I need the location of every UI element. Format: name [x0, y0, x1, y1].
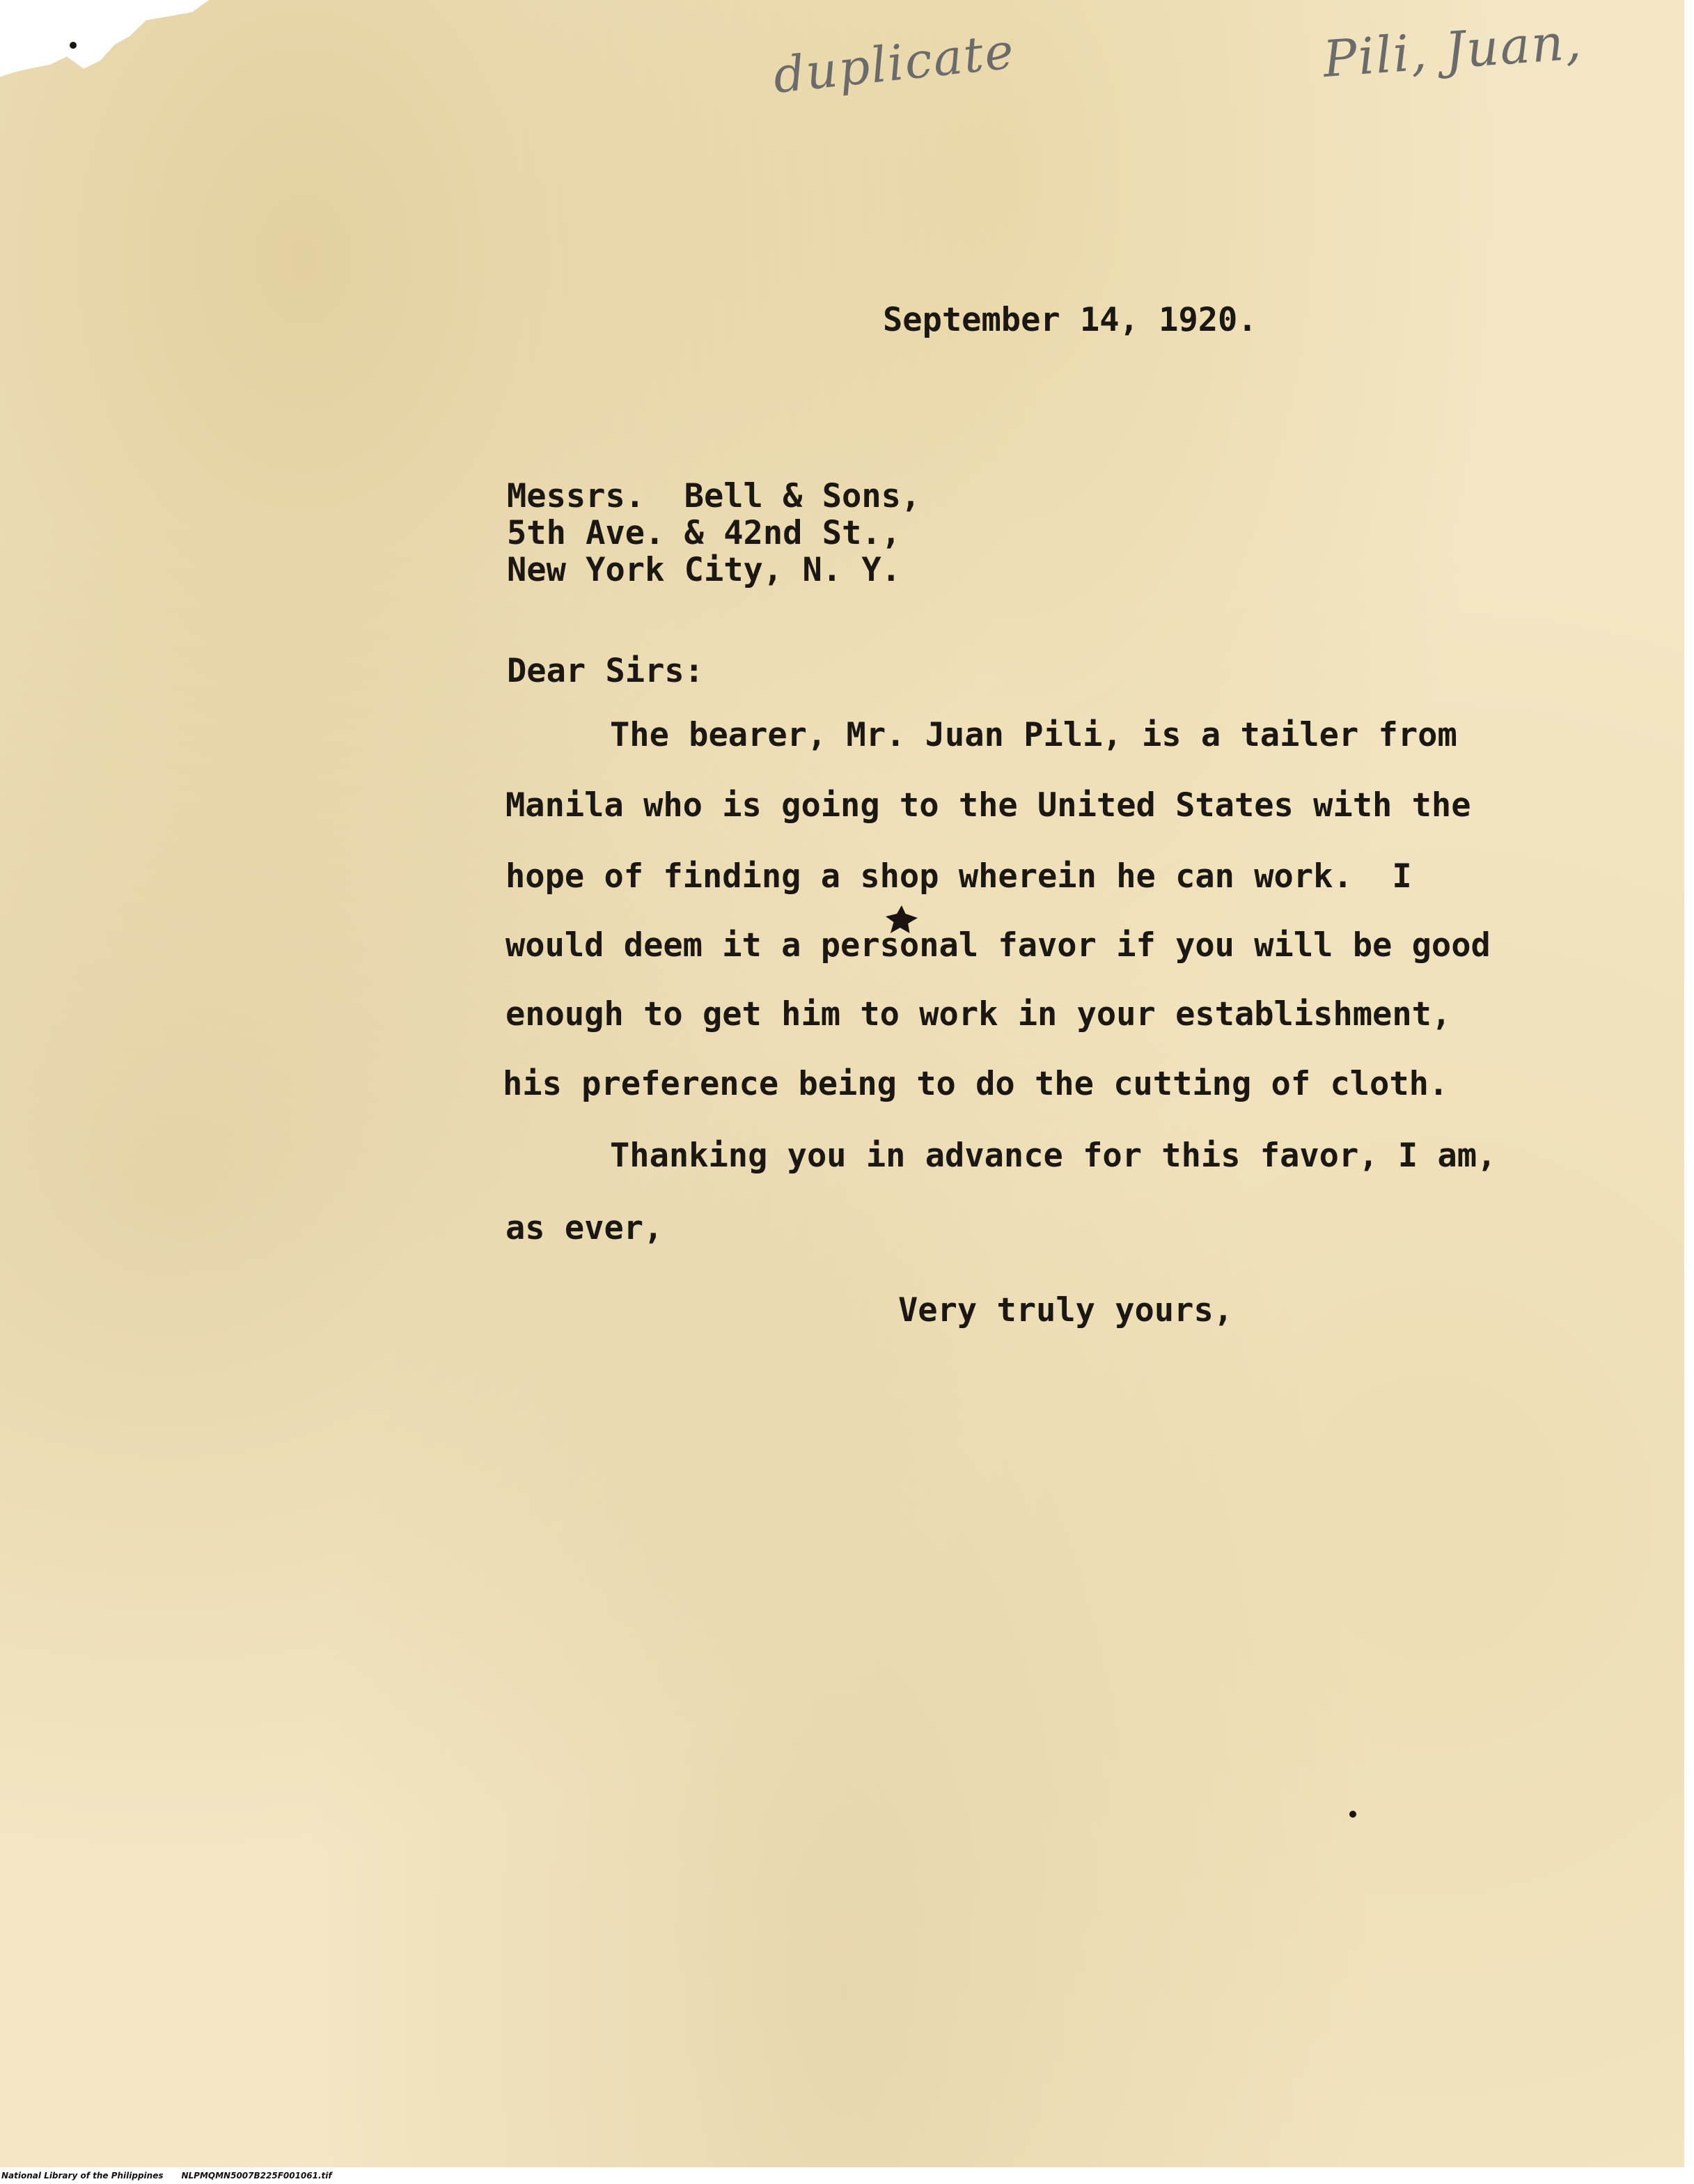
recipient-line: Messrs. Bell & Sons, — [507, 477, 921, 515]
body-line: as ever, — [505, 1209, 664, 1247]
recipient-line: New York City, N. Y. — [507, 551, 901, 589]
body-line: hope of finding a shop wherein he can work. I — [505, 857, 1412, 896]
page-margin-right — [1684, 0, 1694, 2184]
scan-footer — [0, 2167, 332, 2184]
recipient-line: 5th Ave. & 42nd St., — [507, 514, 901, 552]
ink-dot — [1349, 1811, 1356, 1818]
torn-corner — [0, 0, 209, 202]
body-line: Thanking you in advance for this favor, I am, — [610, 1137, 1497, 1175]
footer-institution: National Library of the Philippines — [1, 2171, 164, 2181]
body-line: enough to get him to work in your establishment, — [505, 995, 1452, 1034]
body-line: Manila who is going to the United States with the — [505, 786, 1471, 825]
handwritten-note-duplicate: duplicate — [770, 22, 1018, 104]
footer-file-id: NLPMQMN5007B225F001061.tif — [181, 2171, 332, 2181]
body-line: his preference being to do the cutting of cloth. — [503, 1065, 1449, 1103]
handwritten-note-name: Pili, Juan, — [1321, 12, 1585, 88]
body-line: would deem it a personal favor if you will be good — [505, 926, 1491, 965]
ink-dot — [70, 42, 77, 49]
salutation: Dear Sirs: — [507, 652, 704, 690]
letter-date: September 14, 1920. — [883, 301, 1257, 339]
body-line: The bearer, Mr. Juan Pili, is a tailer from — [610, 716, 1457, 754]
closing: Very truly yours, — [898, 1291, 1234, 1329]
